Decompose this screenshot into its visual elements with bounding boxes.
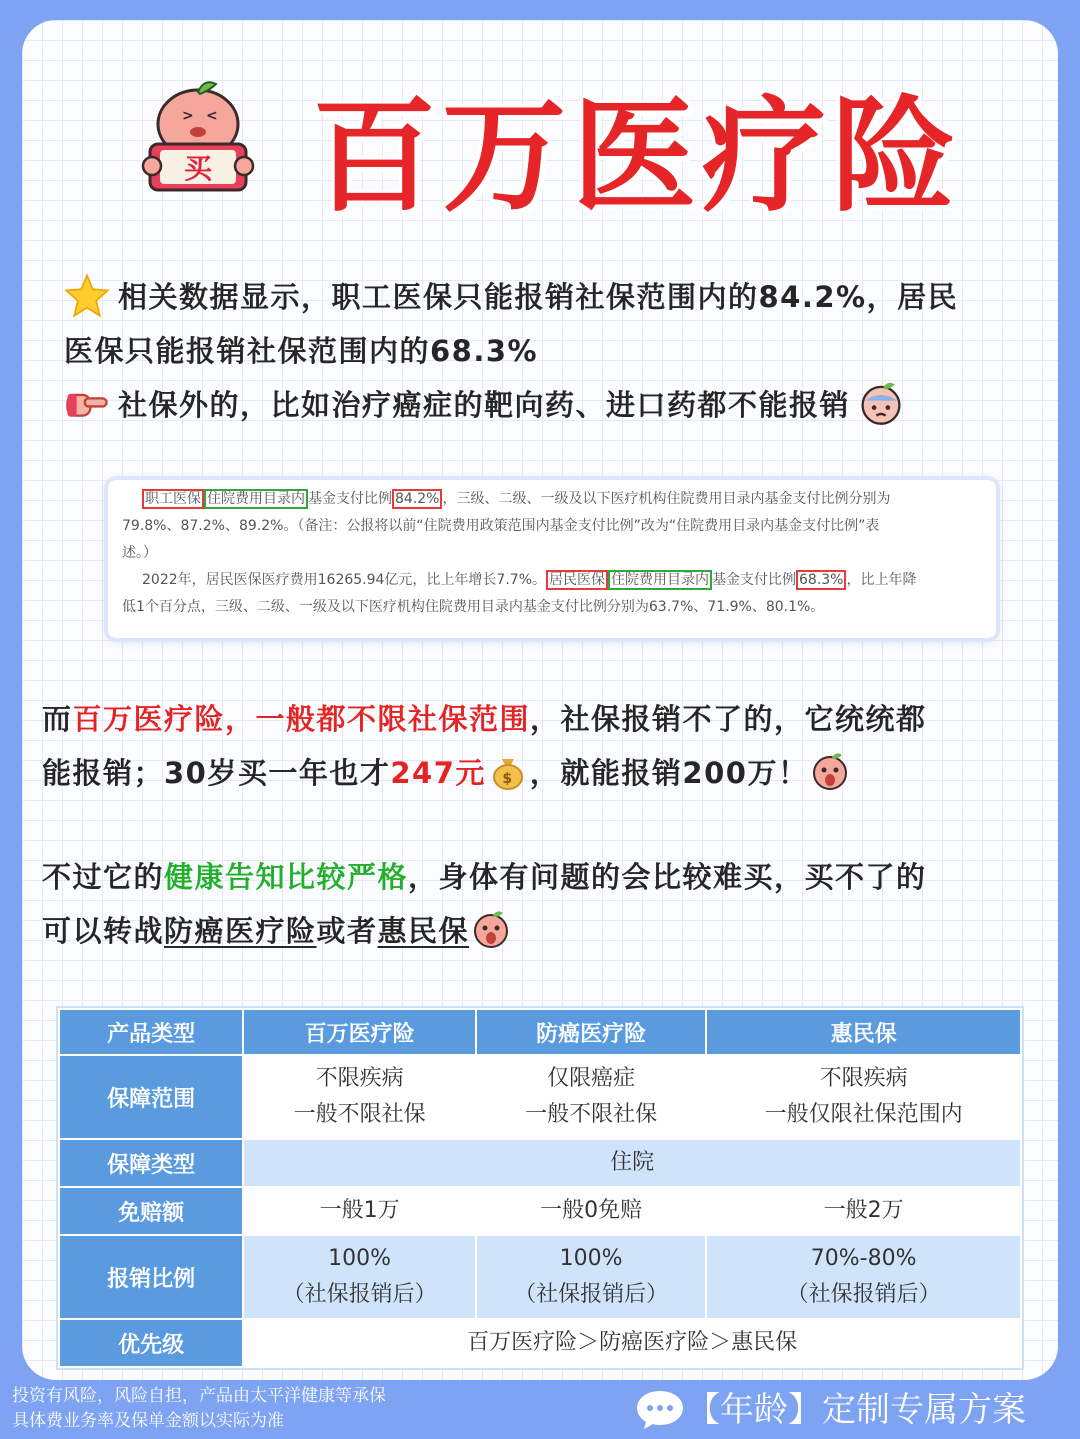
page-title: 百万医疗险: [312, 85, 963, 229]
row-label-deductible: 免赔额: [59, 1187, 243, 1235]
p2-text-f: ，就能报销200万！: [529, 756, 809, 790]
excerpt-resident-insurance: 居民医保: [546, 570, 608, 590]
table-cell: [476, 1055, 706, 1139]
p3-highlight-health: 健康告知比较严格: [164, 860, 409, 894]
cell-line: 一般不限社保: [525, 1102, 658, 1127]
disclaimer-line-2: 具体费业务率及保单金额以实际为准: [12, 1411, 284, 1431]
excerpt-ratio-1: 84.2%: [392, 489, 442, 509]
table-cell: 住院: [243, 1139, 1021, 1187]
intro-paragraph: [64, 270, 1064, 432]
excerpt-p2-rest: ，比上年降: [846, 572, 917, 588]
svg-text:$: $: [502, 771, 514, 787]
excerpt-catalog-2: 住院费用目录内: [608, 570, 712, 590]
health-notice-paragraph: [42, 850, 1042, 958]
money-bag-icon: [488, 751, 528, 791]
table-row-coverage: [59, 1055, 1021, 1139]
cell-line: 70%-80%: [810, 1246, 917, 1271]
table-row-deductible: [59, 1187, 1021, 1235]
comparison-table: [58, 1008, 1022, 1368]
excerpt-ratio-label-1: 基金支付比例: [308, 491, 392, 507]
risk-disclaimer: [12, 1384, 532, 1434]
svg-text:<: <: [206, 108, 218, 124]
excerpt-p2-line2: 低1个百分点，三级、二级、一级及以下医疗机构住院费用目录内基金支付比例分别为63.7%、71.9%、80.1%。: [122, 599, 825, 615]
header-product-type: 产品类型: [59, 1009, 243, 1055]
excerpt-ratio-2: 68.3%: [796, 570, 846, 590]
excerpt-p1-line2: 79.8%、87.2%、89.2%。（备注：公报将以前“住院费用政策范围内基金支付比例”改为“住院费用目录内基金支付比例”表: [122, 518, 880, 534]
table-cell: 一般1万: [243, 1187, 475, 1235]
cell-line: 不限疾病: [819, 1066, 908, 1091]
excerpt-employee-insurance: 职工医保: [142, 489, 204, 509]
table-row-type: [59, 1139, 1021, 1187]
cta-label: 【年龄】定制专属方案: [686, 1390, 1026, 1430]
p2-text-a: 而: [42, 702, 73, 736]
table-cell: [706, 1055, 1021, 1139]
shocked-mascot-icon-2: [471, 909, 511, 949]
cell-line: 仅限癌症: [547, 1066, 636, 1091]
table-cell: [243, 1055, 475, 1139]
row-label-coverage: 保障范围: [59, 1055, 243, 1139]
intro-line-2: 医保只能报销社保范围内的68.3%: [64, 334, 539, 368]
cell-line: （社保报销后）: [514, 1282, 669, 1307]
mascot-buy-icon: [138, 80, 258, 200]
table-row-ratio: [59, 1235, 1021, 1319]
cell-line: （社保报销后）: [282, 1282, 437, 1307]
excerpt-p1-rest: ，三级、二级、一级及以下医疗机构住院费用目录内基金支付比例分别为: [442, 491, 891, 507]
cancer-medical-link: 防癌医疗险: [164, 914, 317, 948]
pointing-hand-icon: [64, 380, 110, 426]
huiminbao-link: 惠民保: [377, 914, 470, 948]
row-label-ratio: 报销比例: [59, 1235, 243, 1319]
mascot-label: 买: [183, 152, 213, 185]
cell-line: 100%: [559, 1246, 623, 1271]
cell-line: （社保报销后）: [786, 1282, 941, 1307]
table-cell: [243, 1235, 475, 1319]
excerpt-catalog-1: 住院费用目录内: [204, 489, 308, 509]
p3-text-c: ，身体有问题的会比较难买，买不了的: [408, 860, 927, 894]
cell-line: 100%: [328, 1246, 392, 1271]
chat-bubble-icon: [634, 1387, 686, 1431]
table-row-priority: [59, 1319, 1021, 1367]
header-huiminbao: 惠民保: [706, 1009, 1021, 1055]
cell-line: 一般仅限社保范围内: [764, 1102, 963, 1127]
header-million-medical: 百万医疗险: [243, 1009, 475, 1055]
excerpt-ratio-label-2: 基金支付比例: [712, 572, 796, 588]
svg-text:>: >: [182, 108, 194, 124]
p3-text-a: 不过它的: [42, 860, 165, 894]
report-excerpt: [108, 480, 996, 638]
p2-highlight-scope: 百万医疗险，一般都不限社保范围: [72, 702, 531, 736]
table-header-row: [59, 1009, 1021, 1055]
header-cancer-medical: 防癌医疗险: [476, 1009, 706, 1055]
p2-highlight-price: 247元: [390, 756, 486, 790]
content-card: [22, 20, 1058, 1380]
worried-mascot-icon: [858, 380, 904, 426]
million-medical-paragraph: [42, 692, 1042, 800]
table-cell: 一般0免赔: [476, 1187, 706, 1235]
cell-line: 一般不限社保: [293, 1102, 426, 1127]
excerpt-p1-line3: 述。）: [122, 545, 157, 561]
table-cell: [706, 1235, 1021, 1319]
p2-text-d: 能报销；30岁买一年也才: [42, 756, 391, 790]
custom-plan-cta[interactable]: [634, 1384, 1080, 1436]
row-label-type: 保障类型: [59, 1139, 243, 1187]
intro-line-3: 社保外的，比如治疗癌症的靶向药、进口药都不能报销: [118, 388, 851, 422]
table-cell: 一般2万: [706, 1187, 1021, 1235]
row-label-priority: 优先级: [59, 1319, 243, 1367]
table-cell: 百万医疗险＞防癌医疗险＞惠民保: [243, 1319, 1021, 1367]
intro-line-1: 相关数据显示，职工医保只能报销社保范围内的84.2%，居民: [118, 280, 959, 314]
p2-text-c: ，社保报销不了的，它统统都: [530, 702, 927, 736]
shocked-mascot-icon: [810, 751, 850, 791]
table-cell: [476, 1235, 706, 1319]
disclaimer-line-1: 投资有风险，风险自担，产品由太平洋健康等承保: [12, 1386, 386, 1406]
star-icon: [64, 272, 110, 318]
p3-text-f: 或者: [316, 914, 378, 948]
p3-text-d: 可以转战: [42, 914, 165, 948]
excerpt-p2-pre: 2022年，居民医保医疗费用16265.94亿元，比上年增长7.7%。: [142, 572, 546, 588]
cell-line: 不限疾病: [315, 1066, 404, 1091]
